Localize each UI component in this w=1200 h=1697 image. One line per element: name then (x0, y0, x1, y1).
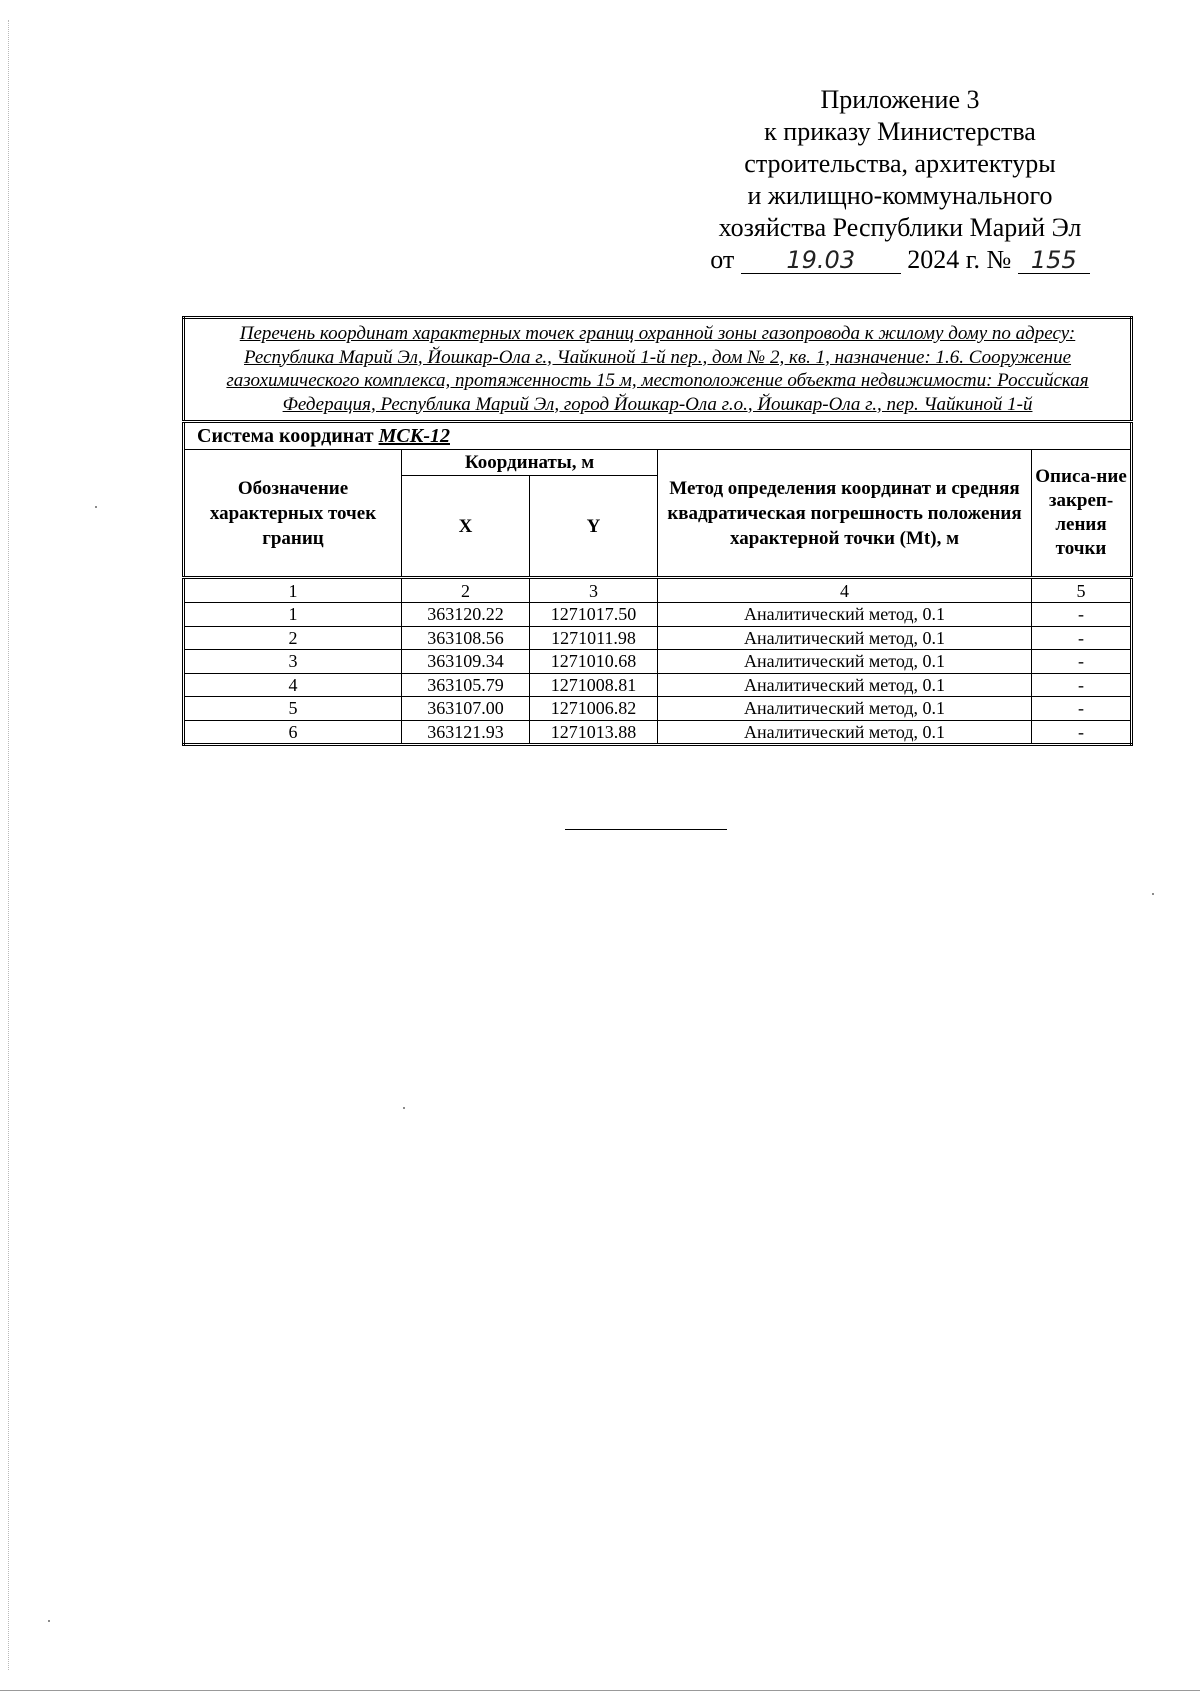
coord-x: 363120.22 (402, 603, 530, 627)
table-caption: Перечень координат характерных точек границ охранной зоны газопровода к жилому дому по адресу: Республика Марий Эл, Йошкар-Ола г., Чайкиной 1-й пер., дом № 2, кв. 1, назначение: 1.6. Сооружение газохимического комплекса, протяженность 15 м, местоположение объекта недвижимости: Российская Федерация, Республика Марий Эл, город Йошкар-Ола г.о., Йошкар-Ола г., пер. Чайкиной 1-й (184, 318, 1132, 422)
point-id: 2 (184, 626, 402, 650)
table-row (184, 720, 1132, 745)
scan-edge-left (8, 20, 9, 1670)
column-number-row (184, 578, 1132, 603)
handwritten-order-number: 155 (1018, 247, 1090, 274)
approval-line: к приказу Министерства (764, 117, 1036, 146)
coord-x: 363121.93 (402, 720, 530, 745)
description-cell: - (1032, 697, 1132, 721)
method-cell: Аналитический метод, 0.1 (658, 650, 1032, 674)
handwritten-date: 19.03 (741, 247, 901, 274)
approval-block (640, 84, 1160, 276)
coord-y: 1271008.81 (530, 673, 658, 697)
approval-line: хозяйства Республики Марий Эл (718, 213, 1082, 242)
point-id: 6 (184, 720, 402, 745)
header-description: Описа-ние закреп-ления точки (1032, 450, 1132, 578)
coord-y: 1271013.88 (530, 720, 658, 745)
column-number: 2 (402, 578, 530, 603)
table-row (184, 697, 1132, 721)
table-row (184, 603, 1132, 627)
table-row (184, 650, 1132, 674)
column-number: 3 (530, 578, 658, 603)
year-number-label: 2024 г. № (907, 245, 1012, 274)
point-id: 1 (184, 603, 402, 627)
header-x: X (402, 476, 530, 578)
method-cell: Аналитический метод, 0.1 (658, 626, 1032, 650)
header-method: Метод определения координат и средняя квадратическая погрешность положения характерной точки (Mt), м (658, 450, 1032, 578)
scan-speck (95, 506, 97, 508)
from-label: от (710, 245, 735, 274)
scan-speck (1152, 893, 1154, 895)
description-cell: - (1032, 720, 1132, 745)
approval-line: и жилищно-коммунального (747, 181, 1053, 210)
coordinate-system-label: Система координат (197, 425, 374, 447)
scan-speck (403, 1107, 405, 1109)
scan-speck (48, 1620, 50, 1622)
column-number: 5 (1032, 578, 1132, 603)
coord-y: 1271011.98 (530, 626, 658, 650)
description-cell: - (1032, 603, 1132, 627)
system-row (184, 422, 1132, 450)
point-id: 3 (184, 650, 402, 674)
description-cell: - (1032, 626, 1132, 650)
header-coordinates: Координаты, м (402, 450, 658, 476)
coordinate-system (184, 422, 1132, 450)
description-cell: - (1032, 650, 1132, 674)
description-cell: - (1032, 673, 1132, 697)
approval-date-line (640, 244, 1160, 276)
coordinates-table (182, 316, 1133, 746)
header-y: Y (530, 476, 658, 578)
approval-line: Приложение 3 (820, 85, 980, 114)
header-row-1 (184, 450, 1132, 476)
coord-x: 363105.79 (402, 673, 530, 697)
header-designation: Обозначение характерных точек границ (184, 450, 402, 578)
method-cell: Аналитический метод, 0.1 (658, 697, 1032, 721)
coord-y: 1271006.82 (530, 697, 658, 721)
coord-x: 363109.34 (402, 650, 530, 674)
coord-x: 363108.56 (402, 626, 530, 650)
method-cell: Аналитический метод, 0.1 (658, 603, 1032, 627)
table-row (184, 673, 1132, 697)
method-cell: Аналитический метод, 0.1 (658, 673, 1032, 697)
point-id: 4 (184, 673, 402, 697)
coord-y: 1271017.50 (530, 603, 658, 627)
scan-edge-bottom (0, 1690, 1200, 1691)
caption-row (184, 318, 1132, 422)
coord-y: 1271010.68 (530, 650, 658, 674)
closing-divider (565, 829, 727, 830)
column-number: 1 (184, 578, 402, 603)
approval-line: строительства, архитектуры (744, 149, 1056, 178)
method-cell: Аналитический метод, 0.1 (658, 720, 1032, 745)
point-id: 5 (184, 697, 402, 721)
coordinate-system-value: МСК-12 (378, 425, 450, 447)
column-number: 4 (658, 578, 1032, 603)
coord-x: 363107.00 (402, 697, 530, 721)
table-row (184, 626, 1132, 650)
